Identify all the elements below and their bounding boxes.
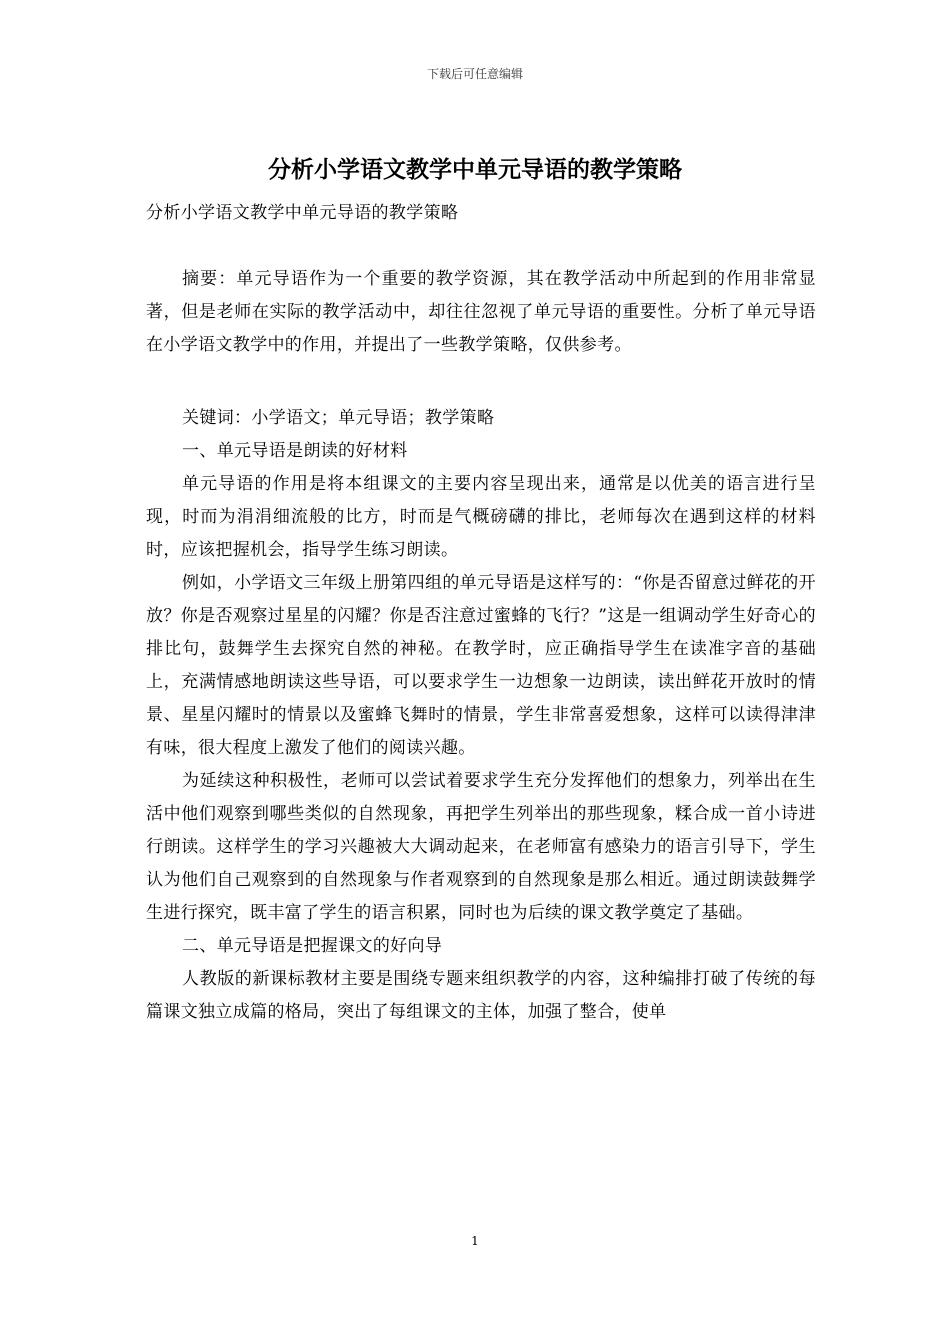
body-paragraph: 单元导语的作用是将本组课文的主要内容呈现出来，通常是以优美的语言进行呈现，时而为涓涓细流般的比方，时而是气概磅礴的排比，老师每次在遇到这样的材料时，应该把握机会，指导学生练习朗读。 [146,474,816,560]
section-heading-2: 二、单元导语是把握课文的好向导 [182,936,443,956]
document-body [146,197,816,1029]
document-title: 分析小学语文教学中单元导语的教学策略 [268,156,682,183]
body-paragraph: 人教版的新课标教材主要是围绕专题来组织教学的内容，这种编排打破了传统的每篇课文独立成篇的格局，突出了每组课文的主体，加强了整合，使单 [146,969,816,1022]
header-note: 下载后可任意编辑 [426,67,523,81]
keywords-paragraph: 关键词：小学语文；单元导语；教学策略 [182,408,495,428]
page-number: 1 [471,1234,479,1248]
body-paragraph: 为延续这种积极性，老师可以尝试着要求学生充分发挥他们的想象力，列举出在生活中他们观察到哪些类似的自然现象，再把学生列举出的那些现象，糅合成一首小诗进行朗读。这样学生的学习兴趣被大大调动起来，在老师富有感染力的语言引导下，学生认为他们自己观察到的自然现象与作者观察到的自然现象是那么相近。通过朗读鼓舞学生进行探究，既丰富了学生的语言积累，同时也为后续的课文教学奠定了基础。 [146,771,816,923]
document-subtitle: 分析小学语文教学中单元导语的教学策略 [146,203,459,223]
abstract-paragraph: 摘要：单元导语作为一个重要的教学资源，其在教学活动中所起到的作用非常显著，但是老师在实际的教学活动中，却往往忽视了单元导语的重要性。分析了单元导语在小学语文教学中的作用，并提出了一些教学策略，仅供参考。 [146,269,816,355]
section-heading-1: 一、单元导语是朗读的好材料 [182,441,408,461]
body-paragraph: 例如，小学语文三年级上册第四组的单元导语是这样写的：“你是否留意过鲜花的开放？你是否观察过星星的闪耀？你是否注意过蜜蜂的飞行？”这是一组调动学生好奇心的排比句，鼓舞学生去探究自然的神秘。在教学时，应正确指导学生在读准字音的基础上，充满情感地朗读这些导语，可以要求学生一边想象一边朗读，读出鲜花开放时的情景、星星闪耀时的情景以及蜜蜂飞舞时的情景，学生非常喜爱想象，这样可以读得津津有味，很大程度上激发了他们的阅读兴趣。 [146,573,816,758]
